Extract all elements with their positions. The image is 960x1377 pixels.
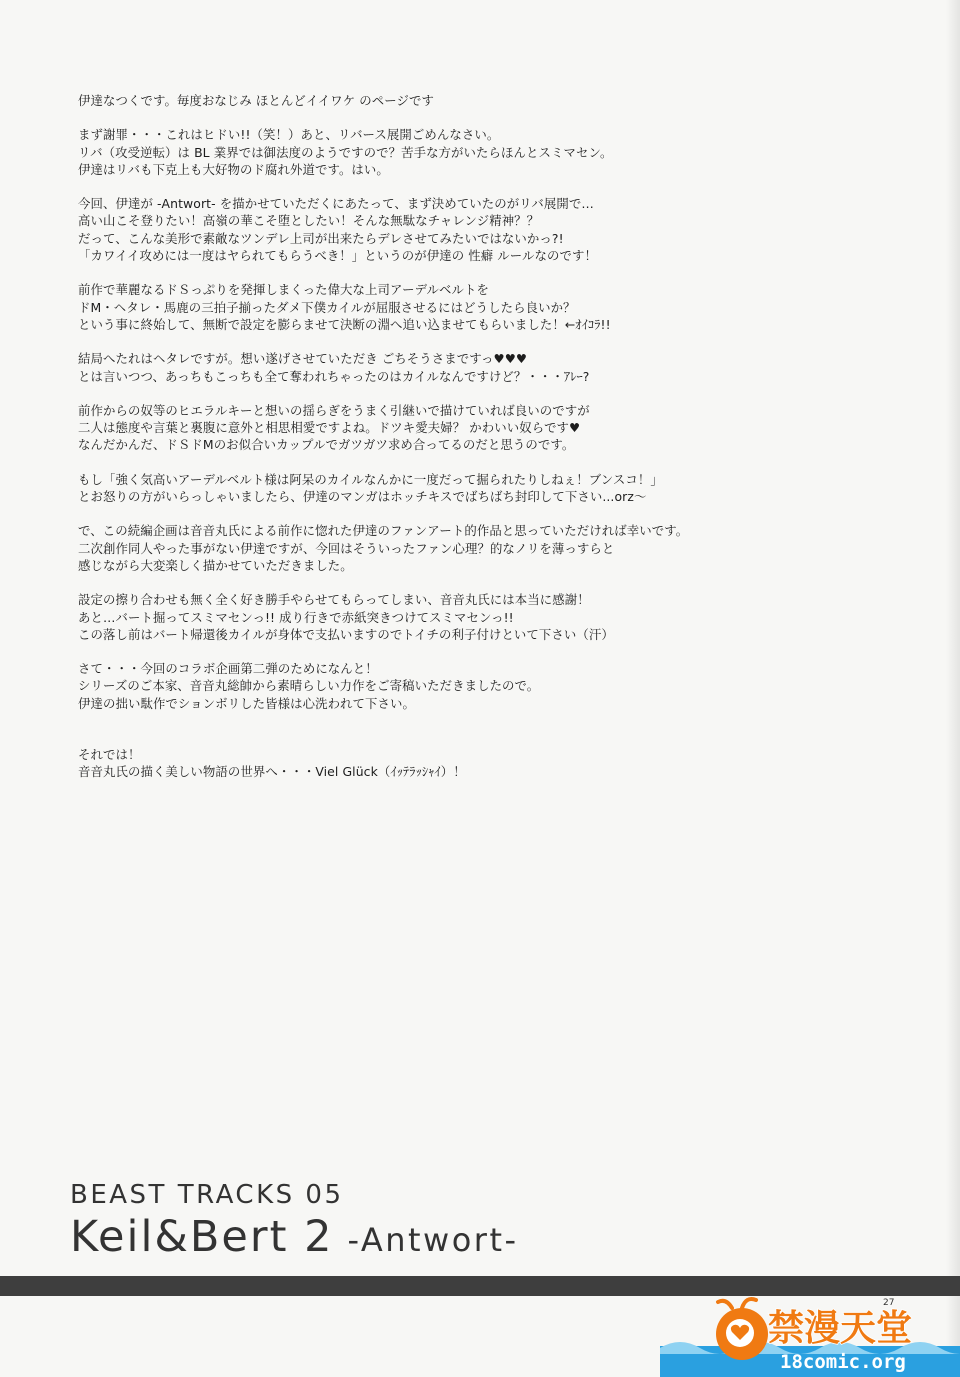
text-line: 「カワイイ攻めには一度はヤられてもらうべき！」というのが伊達の 性癖 ルールなのです！	[78, 248, 597, 264]
text-line: リバ（攻受逆転）は BL 業界では御法度のようですので？苦手な方がいたらほんとスミマセン。	[78, 144, 613, 160]
paragraph-fan-art	[78, 522, 838, 574]
page-number: 27	[883, 1298, 895, 1308]
text-line: なんだかんだ、ドＳドMのお似合いカップルでガツガツ求め合ってるのだと思うのです。	[78, 437, 575, 453]
footer-bar	[0, 1276, 960, 1296]
text-line: 音音丸氏の描く美しい物語の世界へ・・・Viel Glück（ｲｯﾃﾗｯｼｬｲ）！	[78, 764, 466, 780]
text-line: もし「強く気高いアーデルベルト様は阿呆のカイルなんかに一度だって掘られたりしねぇ！ブンスコ！」	[78, 471, 663, 487]
text-line: まず謝罪・・・これはヒドい!!（笑！）あと、リバース展開ごめんなさい。	[78, 127, 500, 143]
paragraph-previous-work	[78, 281, 838, 333]
text-line: この落し前はバート帰還後カイルが身体で支払いますのでトイチの利子付けといて下さい（汗）	[78, 626, 614, 642]
text-line: それでは！	[78, 747, 141, 763]
paragraph-conclusion	[78, 350, 838, 385]
text-line: ドM・ヘタレ・馬鹿の三拍子揃ったダメ下僕カイルが屈服させるにはどうしたら良いか？	[78, 299, 576, 315]
watermark-logo-text: 禁漫天堂	[768, 1308, 913, 1349]
text-line: だって、こんな美形で素敵なツンデレ上司が出来たらデレさせてみたいではないかっ?!	[78, 230, 564, 246]
text-line: 今回、伊達が -Antwort- を描かせていただくにあたって、まず決めていたのがリバ展開で…	[78, 196, 594, 212]
paragraph-closing	[78, 746, 838, 781]
text-line: 二人は態度や言葉と裏腹に意外と相思相愛ですよね。ドツキ愛夫婦？ かわいい奴らです♥	[78, 420, 581, 436]
watermark-url-text: 18comic.org	[780, 1351, 906, 1373]
text-line: さて・・・今回のコラボ企画第二弾のためになんと！	[78, 661, 378, 677]
work-title-main: Keil&Bert 2	[70, 1212, 334, 1262]
text-line: 前作で華麗なるドＳっぷりを発揮しまくった偉大な上司アーデルベルトを	[78, 282, 489, 298]
work-title-subtitle: -Antwort-	[347, 1221, 519, 1259]
text-line: 感じながら大変楽しく描かせていただきました。	[78, 557, 353, 573]
paragraph-collab	[78, 660, 838, 712]
text-line: 高い山こそ登りたい！高嶺の華こそ堕としたい！そんな無駄なチャレンジ精神？？	[78, 213, 540, 229]
paragraph-apology	[78, 126, 838, 178]
text-line: あと…バート掘ってスミマセンっ!! 成り行きで赤紙突きつけてスミマセンっ!!	[78, 609, 514, 625]
text-line: 伊達なつくです。毎度おなじみ ほとんどイイワケ のページです	[78, 93, 434, 108]
whale-icon-spout	[718, 1299, 756, 1308]
paragraph-warning	[78, 471, 838, 506]
text-line: 設定の擦り合わせも無く全く好き勝手やらせてもらってしまい、音音丸氏には本当に感謝！	[78, 592, 590, 608]
paragraph-hierarchy	[78, 402, 838, 454]
watermark-logo	[660, 1296, 960, 1377]
text-line: 伊達の拙い駄作でションボリした皆様は心洗われて下さい。	[78, 695, 415, 711]
page-edge-shadow	[946, 0, 960, 1377]
text-line: 二次創作同人やった事がない伊達ですが、今回はそういったファン心理？的なノリを薄っすらと	[78, 540, 615, 556]
text-line: 伊達はリバも下克上も大好物のド腐れ外道です。はい。	[78, 161, 389, 177]
series-title: BEAST TRACKS 05	[70, 1180, 344, 1210]
work-title	[70, 1212, 519, 1262]
text-line: 結局へたれはヘタレですが。想い遂げさせていただき ごちそうさまですっ♥♥♥	[78, 351, 528, 367]
afterword-text	[78, 92, 838, 798]
paragraph-intro	[78, 92, 838, 109]
paragraph-thanks	[78, 591, 838, 643]
text-line: で、この続編企画は音音丸氏による前作に惚れた伊達のファンアート的作品と思っていただければ幸いです。	[78, 523, 689, 539]
text-line: シリーズのご本家、音音丸総帥から素晴らしい力作をご寄稿いただきましたので。	[78, 678, 540, 694]
text-line: という事に終始して、無断で設定を膨らませて決断の淵へ追い込ませてもらいました！←ｵｲｺﾗ!!	[78, 316, 611, 332]
paragraph-motivation	[78, 195, 838, 264]
text-line: とは言いつつ、あっちもこっちも全て奪われちゃったのはカイルなんですけど？・・・ｱﾚｰ?	[78, 368, 590, 384]
text-line: 前作からの奴等のヒエラルキーと想いの揺らぎをうまく引継いで描けていれば良いのですが	[78, 402, 590, 418]
text-line: とお怒りの方がいらっしゃいましたら、伊達のマンガはホッチキスでばちばち封印して下さい...orz～	[78, 489, 647, 505]
